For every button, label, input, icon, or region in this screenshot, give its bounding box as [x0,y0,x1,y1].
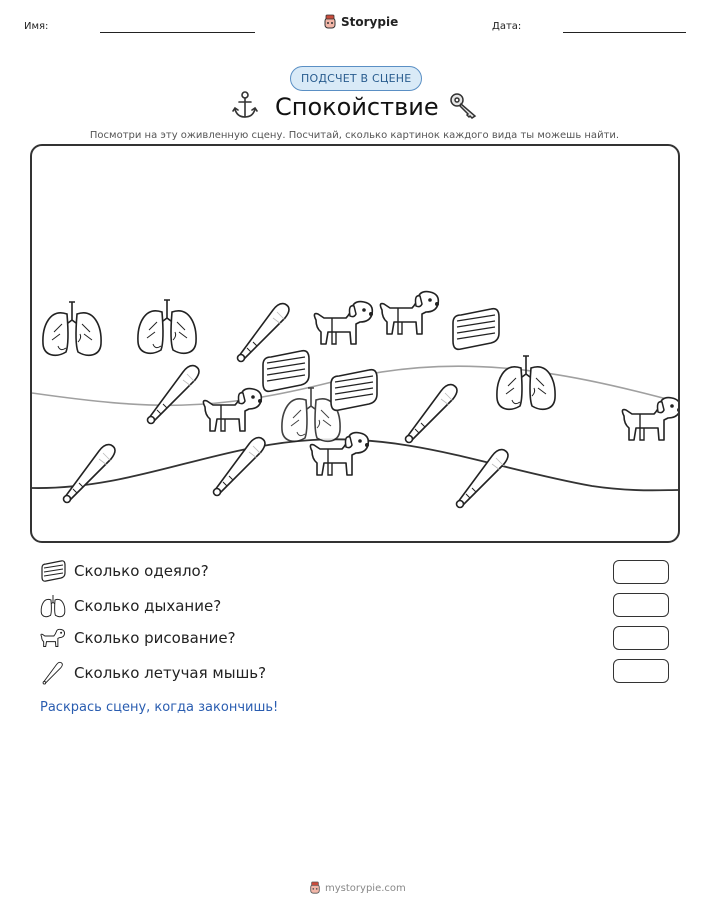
name-label: Имя: [24,21,49,32]
closing-instruction: Раскрась сцену, когда закончишь! [40,700,279,715]
dog-figure [622,398,678,440]
baseball-bat-figure [238,304,290,362]
counting-scene [30,144,680,543]
baseball-bat-figure [457,450,509,508]
baseball-bat-figure [406,385,458,443]
baseball-bat-icon [40,661,66,685]
brand-name: Storypie [341,15,399,29]
question-row [40,661,266,685]
footer [309,881,406,895]
lungs-figure [43,302,101,355]
activity-badge: ПОДСЧЕТ В СЦЕНЕ [290,66,422,91]
instructions: Посмотри на эту оживленную сцену. Посчитай, сколько картинок каждого вида ты можешь найти. [89,130,620,141]
answer-box-blanket[interactable] [613,560,669,584]
storypie-mascot-icon [309,881,321,895]
date-label: Дата: [492,21,522,32]
lungs-icon [40,594,66,618]
footer-url[interactable]: mystorypie.com [325,882,406,894]
dog-figure [203,389,262,431]
baseball-bat-figure [64,445,116,503]
question-text: Сколько дыхание? [74,597,222,615]
question-row [40,594,221,618]
anchor-icon [231,90,259,120]
dog-figure [380,292,439,334]
scene-drawing [32,146,678,541]
key-icon [449,92,479,120]
blanket-figure [453,309,499,350]
blanket-figure [331,370,377,411]
lungs-figure [138,300,196,353]
question-row [40,627,236,649]
page-title: Спокойствие [275,93,439,121]
question-text: Сколько одеяло? [74,562,209,580]
brand-logo [323,14,398,30]
baseball-bat-figure [148,366,200,424]
dog-figure [314,302,373,344]
dog-icon [40,627,66,649]
question-row [40,560,209,582]
storypie-mascot-icon [323,14,337,30]
name-field[interactable] [100,32,255,33]
baseball-bat-figure [214,438,266,496]
blanket-icon [40,560,66,582]
answer-box-bat[interactable] [613,659,669,683]
answer-box-dog[interactable] [613,626,669,650]
question-text: Сколько рисование? [74,629,236,647]
question-text: Сколько летучая мышь? [74,664,267,682]
date-field[interactable] [563,32,686,33]
blanket-figure [263,351,309,392]
answer-box-lungs[interactable] [613,593,669,617]
lungs-figure [497,356,555,409]
